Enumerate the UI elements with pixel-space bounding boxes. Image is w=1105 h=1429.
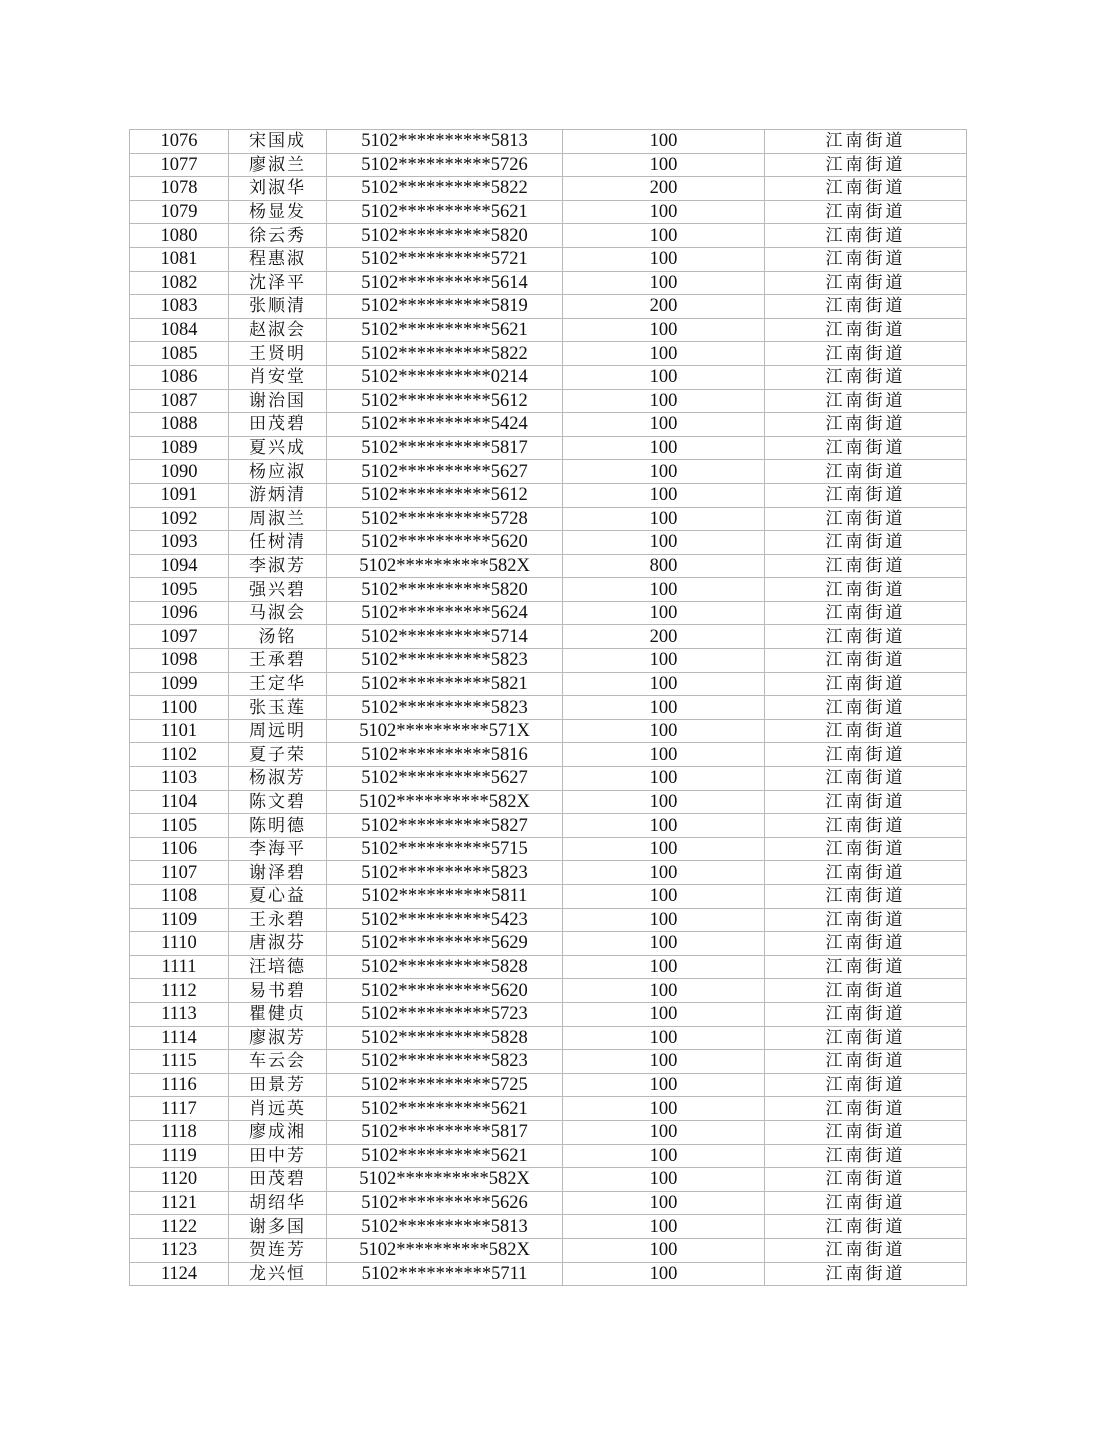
table-row (130, 436, 967, 460)
address-cell: 江南街道 (765, 719, 967, 743)
table-row (130, 1097, 967, 1121)
amount-cell: 100 (563, 932, 765, 956)
amount-cell: 100 (563, 200, 765, 224)
id-number-cell: 5102**********5817 (327, 436, 563, 460)
address-cell: 江南街道 (765, 247, 967, 271)
address-cell: 江南街道 (765, 1191, 967, 1215)
address-cell: 江南街道 (765, 153, 967, 177)
address-cell: 江南街道 (765, 649, 967, 673)
name-cell: 周淑兰 (229, 507, 327, 531)
amount-cell: 100 (563, 837, 765, 861)
address-cell: 江南街道 (765, 696, 967, 720)
address-cell: 江南街道 (765, 743, 967, 767)
amount-cell: 100 (563, 531, 765, 555)
row-number-cell: 1077 (130, 153, 229, 177)
id-number-cell: 5102**********5715 (327, 837, 563, 861)
name-cell: 沈泽平 (229, 271, 327, 295)
row-number-cell: 1082 (130, 271, 229, 295)
address-cell: 江南街道 (765, 200, 967, 224)
table-row (130, 1073, 967, 1097)
amount-cell: 100 (563, 460, 765, 484)
address-cell: 江南街道 (765, 1073, 967, 1097)
name-cell: 周远明 (229, 719, 327, 743)
row-number-cell: 1090 (130, 460, 229, 484)
name-cell: 龙兴恒 (229, 1262, 327, 1286)
table-row (130, 1262, 967, 1286)
amount-cell: 100 (563, 814, 765, 838)
row-number-cell: 1091 (130, 483, 229, 507)
name-cell: 赵淑会 (229, 318, 327, 342)
address-cell: 江南街道 (765, 861, 967, 885)
name-cell: 徐云秀 (229, 224, 327, 248)
name-cell: 田茂碧 (229, 1168, 327, 1192)
name-cell: 杨应淑 (229, 460, 327, 484)
id-number-cell: 5102**********5626 (327, 1191, 563, 1215)
name-cell: 王定华 (229, 672, 327, 696)
table-row (130, 625, 967, 649)
address-cell: 江南街道 (765, 1120, 967, 1144)
name-cell: 田景芳 (229, 1073, 327, 1097)
table-row (130, 1050, 967, 1074)
id-number-cell: 5102**********5714 (327, 625, 563, 649)
row-number-cell: 1113 (130, 1002, 229, 1026)
table-row (130, 885, 967, 909)
row-number-cell: 1092 (130, 507, 229, 531)
address-cell: 江南街道 (765, 295, 967, 319)
name-cell: 游炳清 (229, 483, 327, 507)
name-cell: 车云会 (229, 1050, 327, 1074)
amount-cell: 100 (563, 1191, 765, 1215)
table-row (130, 1168, 967, 1192)
amount-cell: 100 (563, 483, 765, 507)
id-number-cell: 5102**********5612 (327, 389, 563, 413)
name-cell: 刘淑华 (229, 177, 327, 201)
row-number-cell: 1118 (130, 1120, 229, 1144)
table-row (130, 672, 967, 696)
id-number-cell: 5102**********5721 (327, 247, 563, 271)
id-number-cell: 5102**********5620 (327, 531, 563, 555)
row-number-cell: 1107 (130, 861, 229, 885)
amount-cell: 100 (563, 153, 765, 177)
row-number-cell: 1111 (130, 955, 229, 979)
table-row (130, 1215, 967, 1239)
row-number-cell: 1080 (130, 224, 229, 248)
id-number-cell: 5102**********5820 (327, 578, 563, 602)
row-number-cell: 1120 (130, 1168, 229, 1192)
roster-table (129, 129, 967, 1286)
table-row (130, 318, 967, 342)
amount-cell: 200 (563, 625, 765, 649)
address-cell: 江南街道 (765, 837, 967, 861)
table-row (130, 365, 967, 389)
row-number-cell: 1086 (130, 365, 229, 389)
amount-cell: 100 (563, 696, 765, 720)
table-row (130, 153, 967, 177)
amount-cell: 100 (563, 1026, 765, 1050)
table-row (130, 413, 967, 437)
name-cell: 谢治国 (229, 389, 327, 413)
row-number-cell: 1101 (130, 719, 229, 743)
name-cell: 谢泽碧 (229, 861, 327, 885)
name-cell: 马淑会 (229, 601, 327, 625)
table-row (130, 908, 967, 932)
address-cell: 江南街道 (765, 389, 967, 413)
address-cell: 江南街道 (765, 601, 967, 625)
id-number-cell: 5102**********5612 (327, 483, 563, 507)
table-row (130, 177, 967, 201)
id-number-cell: 5102**********5723 (327, 1002, 563, 1026)
name-cell: 贺连芳 (229, 1238, 327, 1262)
table-row (130, 790, 967, 814)
row-number-cell: 1103 (130, 767, 229, 791)
row-number-cell: 1105 (130, 814, 229, 838)
table-row (130, 932, 967, 956)
id-number-cell: 5102**********5728 (327, 507, 563, 531)
table-row (130, 224, 967, 248)
table-row (130, 578, 967, 602)
name-cell: 易书碧 (229, 979, 327, 1003)
name-cell: 宋国成 (229, 130, 327, 154)
name-cell: 汪培德 (229, 955, 327, 979)
table-row (130, 837, 967, 861)
address-cell: 江南街道 (765, 908, 967, 932)
amount-cell: 100 (563, 1215, 765, 1239)
table-row (130, 295, 967, 319)
row-number-cell: 1123 (130, 1238, 229, 1262)
name-cell: 陈文碧 (229, 790, 327, 814)
amount-cell: 200 (563, 177, 765, 201)
amount-cell: 100 (563, 130, 765, 154)
id-number-cell: 5102**********5725 (327, 1073, 563, 1097)
table-row (130, 767, 967, 791)
row-number-cell: 1094 (130, 554, 229, 578)
name-cell: 夏兴成 (229, 436, 327, 460)
row-number-cell: 1084 (130, 318, 229, 342)
id-number-cell: 5102**********5820 (327, 224, 563, 248)
table-row (130, 719, 967, 743)
table-row (130, 1026, 967, 1050)
address-cell: 江南街道 (765, 1215, 967, 1239)
id-number-cell: 5102**********5827 (327, 814, 563, 838)
id-number-cell: 5102**********5711 (327, 1262, 563, 1286)
amount-cell: 100 (563, 908, 765, 932)
amount-cell: 800 (563, 554, 765, 578)
id-number-cell: 5102**********5828 (327, 1026, 563, 1050)
row-number-cell: 1093 (130, 531, 229, 555)
address-cell: 江南街道 (765, 767, 967, 791)
amount-cell: 100 (563, 389, 765, 413)
address-cell: 江南街道 (765, 271, 967, 295)
id-number-cell: 5102**********5822 (327, 177, 563, 201)
name-cell: 瞿健贞 (229, 1002, 327, 1026)
name-cell: 田茂碧 (229, 413, 327, 437)
table-row (130, 389, 967, 413)
table-row (130, 601, 967, 625)
name-cell: 程惠淑 (229, 247, 327, 271)
amount-cell: 100 (563, 672, 765, 696)
row-number-cell: 1124 (130, 1262, 229, 1286)
amount-cell: 100 (563, 1120, 765, 1144)
id-number-cell: 5102**********582X (327, 790, 563, 814)
id-number-cell: 5102**********5726 (327, 153, 563, 177)
id-number-cell: 5102**********5823 (327, 649, 563, 673)
row-number-cell: 1096 (130, 601, 229, 625)
id-number-cell: 5102**********5819 (327, 295, 563, 319)
amount-cell: 100 (563, 885, 765, 909)
address-cell: 江南街道 (765, 365, 967, 389)
table-row (130, 979, 967, 1003)
address-cell: 江南街道 (765, 814, 967, 838)
amount-cell: 100 (563, 649, 765, 673)
address-cell: 江南街道 (765, 932, 967, 956)
amount-cell: 100 (563, 743, 765, 767)
id-number-cell: 5102**********5620 (327, 979, 563, 1003)
amount-cell: 100 (563, 224, 765, 248)
id-number-cell: 5102**********5621 (327, 200, 563, 224)
row-number-cell: 1097 (130, 625, 229, 649)
table-row (130, 1002, 967, 1026)
amount-cell: 100 (563, 1262, 765, 1286)
id-number-cell: 5102**********5828 (327, 955, 563, 979)
row-number-cell: 1098 (130, 649, 229, 673)
row-number-cell: 1122 (130, 1215, 229, 1239)
address-cell: 江南街道 (765, 790, 967, 814)
address-cell: 江南街道 (765, 436, 967, 460)
name-cell: 陈明德 (229, 814, 327, 838)
row-number-cell: 1108 (130, 885, 229, 909)
table-row (130, 483, 967, 507)
name-cell: 夏心益 (229, 885, 327, 909)
amount-cell: 100 (563, 365, 765, 389)
address-cell: 江南街道 (765, 955, 967, 979)
row-number-cell: 1109 (130, 908, 229, 932)
address-cell: 江南街道 (765, 130, 967, 154)
row-number-cell: 1115 (130, 1050, 229, 1074)
amount-cell: 100 (563, 979, 765, 1003)
name-cell: 强兴碧 (229, 578, 327, 602)
id-number-cell: 5102**********571X (327, 719, 563, 743)
name-cell: 李海平 (229, 837, 327, 861)
address-cell: 江南街道 (765, 1026, 967, 1050)
amount-cell: 100 (563, 247, 765, 271)
row-number-cell: 1088 (130, 413, 229, 437)
row-number-cell: 1104 (130, 790, 229, 814)
address-cell: 江南街道 (765, 1144, 967, 1168)
table-row (130, 554, 967, 578)
name-cell: 田中芳 (229, 1144, 327, 1168)
table-row (130, 531, 967, 555)
id-number-cell: 5102**********5621 (327, 318, 563, 342)
address-cell: 江南街道 (765, 554, 967, 578)
row-number-cell: 1106 (130, 837, 229, 861)
table-row (130, 861, 967, 885)
row-number-cell: 1116 (130, 1073, 229, 1097)
address-cell: 江南街道 (765, 483, 967, 507)
table-row (130, 649, 967, 673)
row-number-cell: 1112 (130, 979, 229, 1003)
id-number-cell: 5102**********5614 (327, 271, 563, 295)
amount-cell: 100 (563, 1050, 765, 1074)
id-number-cell: 5102**********5624 (327, 601, 563, 625)
id-number-cell: 5102**********5811 (327, 885, 563, 909)
name-cell: 王永碧 (229, 908, 327, 932)
address-cell: 江南街道 (765, 318, 967, 342)
id-number-cell: 5102**********5627 (327, 767, 563, 791)
row-number-cell: 1079 (130, 200, 229, 224)
table-row (130, 1144, 967, 1168)
address-cell: 江南街道 (765, 224, 967, 248)
amount-cell: 100 (563, 1168, 765, 1192)
table-row (130, 460, 967, 484)
row-number-cell: 1078 (130, 177, 229, 201)
id-number-cell: 5102**********5813 (327, 1215, 563, 1239)
address-cell: 江南街道 (765, 578, 967, 602)
amount-cell: 100 (563, 1002, 765, 1026)
row-number-cell: 1083 (130, 295, 229, 319)
id-number-cell: 5102**********5823 (327, 861, 563, 885)
row-number-cell: 1095 (130, 578, 229, 602)
address-cell: 江南街道 (765, 979, 967, 1003)
name-cell: 汤铭 (229, 625, 327, 649)
roster-table-body (130, 130, 967, 1286)
id-number-cell: 5102**********5424 (327, 413, 563, 437)
name-cell: 张顺清 (229, 295, 327, 319)
name-cell: 肖安堂 (229, 365, 327, 389)
amount-cell: 200 (563, 295, 765, 319)
name-cell: 廖淑兰 (229, 153, 327, 177)
address-cell: 江南街道 (765, 1002, 967, 1026)
name-cell: 杨淑芳 (229, 767, 327, 791)
name-cell: 杨显发 (229, 200, 327, 224)
address-cell: 江南街道 (765, 1097, 967, 1121)
row-number-cell: 1121 (130, 1191, 229, 1215)
name-cell: 廖成湘 (229, 1120, 327, 1144)
row-number-cell: 1081 (130, 247, 229, 271)
row-number-cell: 1085 (130, 342, 229, 366)
address-cell: 江南街道 (765, 460, 967, 484)
name-cell: 夏子荣 (229, 743, 327, 767)
amount-cell: 100 (563, 790, 765, 814)
address-cell: 江南街道 (765, 1262, 967, 1286)
amount-cell: 100 (563, 719, 765, 743)
table-row (130, 200, 967, 224)
row-number-cell: 1102 (130, 743, 229, 767)
amount-cell: 100 (563, 601, 765, 625)
amount-cell: 100 (563, 578, 765, 602)
amount-cell: 100 (563, 1144, 765, 1168)
address-cell: 江南街道 (765, 531, 967, 555)
id-number-cell: 5102**********582X (327, 1168, 563, 1192)
row-number-cell: 1076 (130, 130, 229, 154)
table-row (130, 814, 967, 838)
address-cell: 江南街道 (765, 342, 967, 366)
table-row (130, 342, 967, 366)
amount-cell: 100 (563, 1238, 765, 1262)
table-row (130, 955, 967, 979)
id-number-cell: 5102**********5817 (327, 1120, 563, 1144)
id-number-cell: 5102**********5621 (327, 1097, 563, 1121)
id-number-cell: 5102**********5823 (327, 1050, 563, 1074)
row-number-cell: 1119 (130, 1144, 229, 1168)
id-number-cell: 5102**********582X (327, 1238, 563, 1262)
amount-cell: 100 (563, 861, 765, 885)
id-number-cell: 5102**********5423 (327, 908, 563, 932)
name-cell: 王承碧 (229, 649, 327, 673)
address-cell: 江南街道 (765, 413, 967, 437)
address-cell: 江南街道 (765, 1238, 967, 1262)
id-number-cell: 5102**********0214 (327, 365, 563, 389)
amount-cell: 100 (563, 955, 765, 979)
amount-cell: 100 (563, 1097, 765, 1121)
amount-cell: 100 (563, 342, 765, 366)
table-row (130, 247, 967, 271)
table-row (130, 130, 967, 154)
name-cell: 唐淑芬 (229, 932, 327, 956)
id-number-cell: 5102**********5621 (327, 1144, 563, 1168)
table-row (130, 1191, 967, 1215)
amount-cell: 100 (563, 413, 765, 437)
row-number-cell: 1100 (130, 696, 229, 720)
address-cell: 江南街道 (765, 1050, 967, 1074)
amount-cell: 100 (563, 1073, 765, 1097)
amount-cell: 100 (563, 318, 765, 342)
address-cell: 江南街道 (765, 1168, 967, 1192)
name-cell: 胡绍华 (229, 1191, 327, 1215)
row-number-cell: 1089 (130, 436, 229, 460)
id-number-cell: 5102**********5822 (327, 342, 563, 366)
amount-cell: 100 (563, 767, 765, 791)
address-cell: 江南街道 (765, 885, 967, 909)
name-cell: 张玉莲 (229, 696, 327, 720)
name-cell: 廖淑芳 (229, 1026, 327, 1050)
name-cell: 王贤明 (229, 342, 327, 366)
address-cell: 江南街道 (765, 625, 967, 649)
name-cell: 肖远英 (229, 1097, 327, 1121)
amount-cell: 100 (563, 507, 765, 531)
id-number-cell: 5102**********582X (327, 554, 563, 578)
address-cell: 江南街道 (765, 507, 967, 531)
row-number-cell: 1117 (130, 1097, 229, 1121)
id-number-cell: 5102**********5816 (327, 743, 563, 767)
name-cell: 任树清 (229, 531, 327, 555)
row-number-cell: 1087 (130, 389, 229, 413)
id-number-cell: 5102**********5821 (327, 672, 563, 696)
id-number-cell: 5102**********5629 (327, 932, 563, 956)
id-number-cell: 5102**********5823 (327, 696, 563, 720)
name-cell: 谢多国 (229, 1215, 327, 1239)
table-row (130, 696, 967, 720)
table-row (130, 271, 967, 295)
table-row (130, 743, 967, 767)
row-number-cell: 1110 (130, 932, 229, 956)
table-row (130, 1120, 967, 1144)
id-number-cell: 5102**********5627 (327, 460, 563, 484)
name-cell: 李淑芳 (229, 554, 327, 578)
amount-cell: 100 (563, 436, 765, 460)
table-row (130, 507, 967, 531)
id-number-cell: 5102**********5813 (327, 130, 563, 154)
row-number-cell: 1114 (130, 1026, 229, 1050)
table-row (130, 1238, 967, 1262)
amount-cell: 100 (563, 271, 765, 295)
row-number-cell: 1099 (130, 672, 229, 696)
address-cell: 江南街道 (765, 672, 967, 696)
address-cell: 江南街道 (765, 177, 967, 201)
